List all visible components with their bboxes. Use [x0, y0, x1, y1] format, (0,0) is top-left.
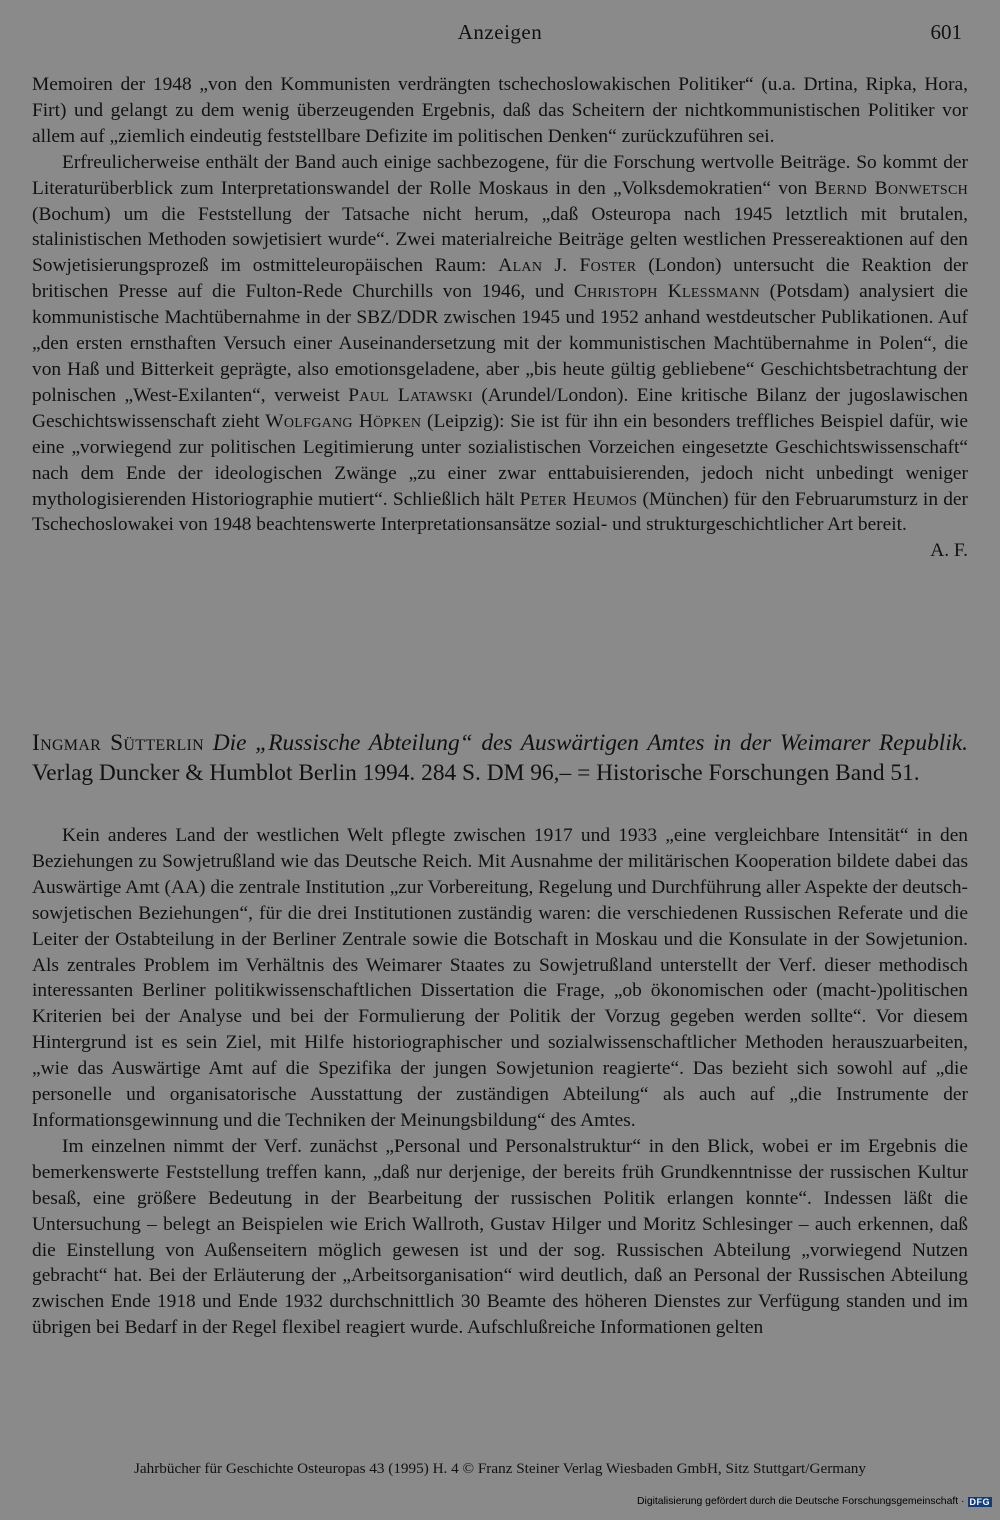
author-name: Bernd Bonwetsch	[814, 177, 968, 199]
author-name: Peter Heumos	[519, 488, 638, 510]
review-2-paragraph	[32, 1134, 968, 1341]
text-run: (Leipzig): Sie ist für ihn ein besonders treffliches Beispiel dafür, wie eine „vorwiegend zur politischen Legitimierung unter sozialistischen Vorzeichen eingesetzte Geschichtswissenschaft“ nach dem Ende der ideologischen Zwänge „zu einer zwar enttabuisierenden, jedoch nicht unbedingt weniger mythologisierenden Historiographie mutiert“. Schließlich hält	[32, 410, 968, 510]
author-name: Alan J. Foster	[498, 255, 637, 277]
book-title: Die „Russische Abteilung“ des Auswärtigen Amtes in der Weimarer Republik.	[212, 730, 968, 756]
text-run: Verlag Duncker & Humblot Berlin 1994. 284 S. DM 96,– = Historische Forschungen Band 51.	[32, 759, 920, 786]
text-run: (London) untersucht die Reaktion der britischen Presse auf die Fulton-Rede Churchills von 1946, und	[32, 255, 969, 303]
author-name: Paul Latawski	[348, 384, 473, 406]
text-run: Kein anderes Land der westlichen Welt pflegte zwischen 1917 und 1933 „eine vergleichbare Intensität“ in den Beziehungen zu Sowjetrußland wie das Deutsche Reich. Mit Ausnahme der militärischen Kooperation bildete dabei das Auswärtige Amt (AA) die zentrale Institution „zur Vorbereitung, Regelung und Durchführung aller Aspekte der deutsch-sowjetischen Beziehungen“, für die drei Institutionen zuständig waren: die verschiedenen Russischen Referate und die Leiter der Ostabteilung in der Berliner Zentrale sowie die Botschaft in Moskau und die Konsulate in der Sowjetunion. Als zentrales Problem im Verhältnis des Weimarer Staates zu Sowjetrußland unterstellt der Verf. dieser methodisch interessanten Berliner politikwissenschaftlichen Dissertation die Frage, „ob ökonomischen oder (macht-)politischen Kriterien bei der Analyse und bei der Formulierung der Politik der Vorzug gegeben werden sollte“. Vor diesem Hintergrund ist es sein Ziel, mit Hilfe historiographischer und sozialwissenschaftlicher Methoden herauszuarbeiten, „wie das Auswärtige Amt auf die Spezifika der jungen Sowjetunion reagierte“. Das bezieht sich sowohl auf „die personelle und organisatorische Ausstattung der zuständigen Abteilung“ als auch auf „die Instrumente der Informationsgewinnung und die Techniken der Meinungsbildung“ des Amtes.	[32, 825, 968, 1131]
journal-citation-footer: Jahrbücher für Geschichte Osteuropas 43 (1995) H. 4 © Franz Steiner Verlag Wiesbaden GmbH, Sitz Stuttgart/Germany	[133, 1460, 866, 1477]
page-number: 601	[930, 20, 962, 44]
review-1-paragraph	[32, 150, 968, 539]
text-run: Im einzelnen nimmt der Verf. zunächst „Personal und Personalstruktur“ in den Blick, wobei er im Ergebnis die bemerkenswerte Feststellung treffen kann, „daß nur derjenige, der bereits früh Grundkenntnisse der russischen Kultur besaß, eine größere Bedeutung in der Bearbeitung der russischen Politik erlangen konnte“. Indessen läßt die Untersuchung – belegt an Beispielen wie Erich Wallroth, Gustav Hilger und Moritz Schlesinger – auch erkennen, daß die Einstellung von Außenseitern möglich gewesen ist und der sog. Russischen Abteilung „vorwiegend Nutzen gebracht“ hat. Bei der Erläuterung der „Arbeitsorganisation“ wird deutlich, daß an Personal der Russischen Abteilung zwischen Ende 1918 und Ende 1932 durchschnittlich 30 Beamte des höheren Dienstes zur Verfügung standen und im übrigen bei Bedarf in der Regel flexibel reagiert wurde. Aufschlußreiche Informationen gelten	[32, 1135, 968, 1339]
review-2-paragraph	[32, 823, 968, 1134]
reviewer-initials: A. F.	[930, 540, 968, 562]
text-run: (Potsdam) analysiert die kommunistische Machtübernahme in der SBZ/DDR zwischen 1945 und 1952 anhand westdeutscher Publikationen. Auf „den ersten ernsthaften Versuch einer Auseinandersetzung mit der kommunistischen Machtübernahme in Polen“, die von Haß und Bitterkeit geprägte, also emotionsgeladene, aber „bis heute gültig gebliebene“ Geschichtsbetrachtung der polnischen „West-Exilanten“, verweist	[32, 281, 968, 406]
text-run: (Bochum) um die Feststellung der Tatsache nicht herum, „daß Osteuropa nach 1945 letztlich mit brutalen, stalinistischen Methoden sowjetisiert wurde“. Zwei materialreiche Beiträge gelten westlichen Pressereaktionen auf den Sowjetisierungsprozeß im ostmitteleuropäischen Raum:	[32, 203, 968, 277]
running-title: Anzeigen	[457, 20, 543, 44]
text-run	[204, 730, 213, 756]
review-2-bibliographic-header	[32, 729, 968, 788]
author-name: Christoph Klessmann	[573, 281, 760, 303]
text-run: Memoiren der 1948 „von den Kommunisten verdrängten tschechoslowakischen Politiker“ (u.a. Drtina, Ripka, Hora, Firt) und gelangt zu dem wenig überzeugenden Ergebnis, daß das Scheitern der nichtkommunistischen Politiker vor allem auf „ziemlich eindeutig feststellbare Defizite im politischen Denken“ zurückzuführen sei.	[32, 74, 968, 147]
review-1-paragraph	[32, 72, 968, 150]
digitization-credit	[637, 1496, 992, 1507]
text-run: (München) für den Februarumsturz in der Tschechoslowakei von 1948 beachtenswerte Interpretationsansätze sozial- und strukturgeschichtlicher Art bereit.	[32, 488, 968, 536]
author-name: Ingmar Sütterlin	[32, 730, 205, 756]
review-1-text	[32, 72, 968, 564]
digitization-credit-text: Digitalisierung gefördert durch die Deutsche Forschungsgemeinschaft ·	[637, 1496, 965, 1507]
author-name: Wolfgang Höpken	[265, 410, 422, 432]
dfg-logo: DFG	[969, 1496, 990, 1507]
text-run: (Arundel/London). Eine kritische Bilanz der jugoslawischen Geschichtswissenschaft zieht	[32, 384, 968, 432]
review-2-text	[32, 823, 968, 1341]
text-run: Erfreulicherweise enthält der Band auch einige sachbezogene, für die Forschung wertvolle Beiträge. So kommt der Literaturüberblick zum Interpretationswandel der Rolle Moskaus in den „Volksdemokratien“ von	[32, 151, 968, 199]
